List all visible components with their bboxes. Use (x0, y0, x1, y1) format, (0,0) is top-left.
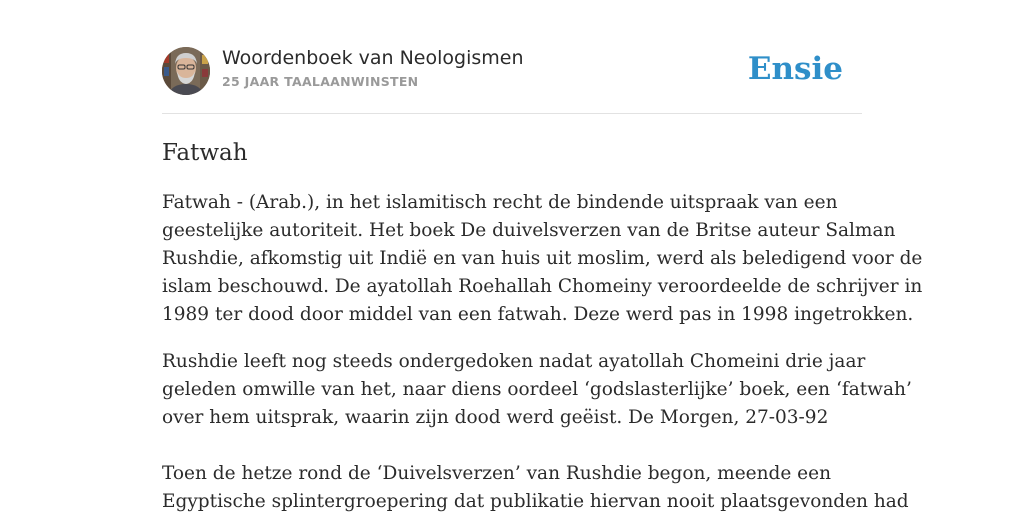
definition-line: geestelijke autoriteit. Het boek De duivelsverzen van de Britse auteur Salman (162, 220, 896, 241)
blank-line (162, 432, 862, 460)
definition-line: islam beschouwd. De ayatollah Roehallah Chomeiny veroordeelde de schrijver in (162, 276, 923, 297)
definition-line: 1989 ter dood door middel van een fatwah. Deze werd pas in 1998 ingetrokken. (162, 304, 914, 325)
entry-title: Fatwah (162, 140, 248, 166)
author-avatar[interactable] (162, 47, 210, 95)
entry-content (162, 136, 923, 512)
quote-line: over hem uitsprak, waarin zijn dood werd geëist. De Morgen, 27-03-92 (162, 407, 829, 428)
definition-paragraph (162, 189, 923, 329)
source-header (162, 46, 862, 114)
brand-logo[interactable]: Ensie (747, 51, 843, 87)
quote-line: Rushdie leeft nog steeds ondergedoken nadat ayatollah Chomeini drie jaar (162, 351, 866, 372)
source-info (222, 46, 524, 94)
quote-paragraph (162, 348, 912, 512)
paragraph-spacer (162, 329, 862, 348)
definition-line: Fatwah - (Arab.), in het islamitisch recht de bindende uitspraak van een (162, 192, 838, 213)
source-subtitle: 25 JAAR TAALAANWINSTEN (222, 74, 419, 89)
header-divider (162, 113, 862, 114)
author-portrait-icon (162, 47, 210, 95)
quote-line: geleden omwille van het, naar diens oordeel ‘godslasterlijke’ boek, een ‘fatwah’ (162, 379, 912, 400)
quote-line: Egyptische splintergroepering dat publikatie hiervan nooit plaatsgevonden had (162, 491, 909, 512)
definition-line: Rushdie, afkomstig uit Indië en van huis uit moslim, werd als beledigend voor de (162, 248, 923, 269)
source-title[interactable]: Woordenboek van Neologismen (222, 47, 524, 69)
quote-line: Toen de hetze rond de ‘Duivelsverzen’ van Rushdie begon, meende een (162, 463, 831, 484)
